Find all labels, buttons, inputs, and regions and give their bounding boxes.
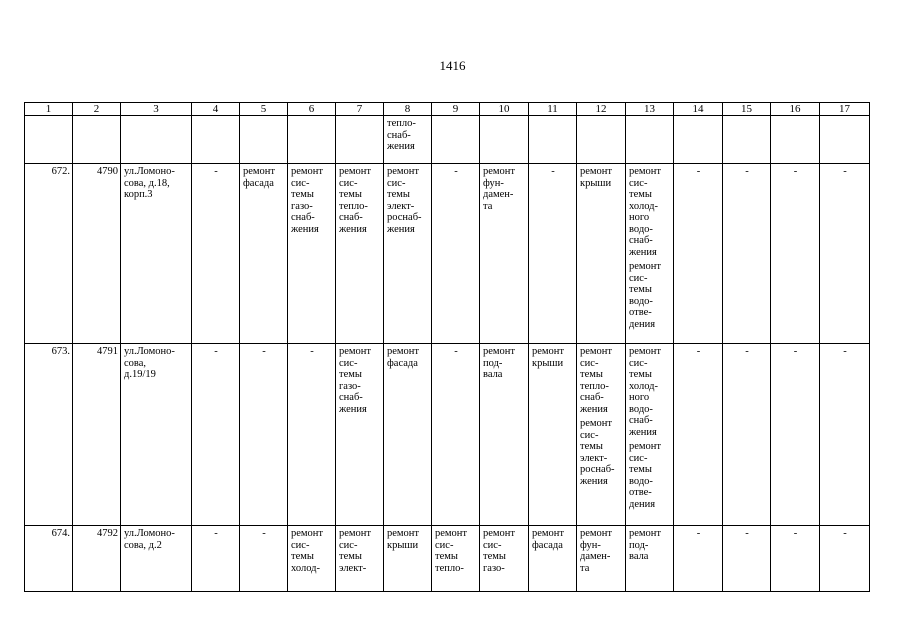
table-cell — [480, 344, 529, 526]
table-cell — [674, 526, 723, 592]
cell-text: ремонт сис- темы элект- — [339, 528, 372, 574]
cell-text: - — [262, 346, 266, 357]
column-header: 14 — [674, 103, 723, 116]
cell-text: ремонт сис- темы тепло- снаб- жения — [339, 166, 372, 235]
table-cell — [577, 344, 626, 526]
table-cell — [288, 164, 336, 344]
cell-text: ремонт фасада — [243, 166, 276, 189]
cell-text: 4791 — [97, 346, 118, 357]
table-cell — [771, 164, 820, 344]
column-header: 7 — [336, 103, 384, 116]
table-cell — [577, 526, 626, 592]
table-cell — [73, 344, 121, 526]
cell-text: 4792 — [97, 528, 118, 539]
cell-text: - — [696, 528, 701, 539]
table-cell — [25, 164, 73, 344]
cell-text: ремонт крыши — [387, 528, 420, 551]
cell-text: ремонт крыши — [580, 166, 613, 189]
table-cell — [626, 526, 674, 592]
table-cell — [529, 344, 577, 526]
column-header: 2 — [73, 103, 121, 116]
cell-text: ремонт сис- темы холод- ного водо- снаб- жения — [629, 346, 662, 438]
table-cell — [626, 344, 674, 526]
table-cell — [432, 526, 480, 592]
cell-text: - — [745, 346, 749, 357]
table-cell — [432, 344, 480, 526]
table-cell — [820, 116, 870, 164]
table-cell — [577, 164, 626, 344]
cell-text: ремонт сис- темы водо- отве- дения — [629, 441, 662, 510]
table-cell — [240, 164, 288, 344]
table-cell — [288, 116, 336, 164]
table-cell — [336, 526, 384, 592]
table-row — [25, 526, 870, 592]
column-header-row — [25, 103, 870, 116]
column-header: 3 — [121, 103, 192, 116]
cell-text: 4790 — [97, 166, 118, 177]
table-cell — [240, 526, 288, 592]
cell-text: - — [454, 346, 458, 357]
table-cell — [771, 344, 820, 526]
table-cell — [723, 116, 771, 164]
table-cell — [336, 344, 384, 526]
table-cell — [723, 344, 771, 526]
cell-text: - — [214, 346, 218, 357]
table-cell — [192, 164, 240, 344]
cell-text: - — [745, 528, 749, 539]
cell-text: 674. — [51, 528, 70, 539]
table-cell — [820, 164, 870, 344]
cell-text: ремонт сис- темы газо- снаб- жения — [339, 346, 372, 415]
column-header: 11 — [529, 103, 577, 116]
table-cell — [529, 116, 577, 164]
column-header: 9 — [432, 103, 480, 116]
table-cell — [480, 116, 529, 164]
table-cell — [480, 164, 529, 344]
column-header: 12 — [577, 103, 626, 116]
table-cell — [25, 344, 73, 526]
table-cell — [820, 526, 870, 592]
cell-text: ул.Ломоно- сова, д.18, корп.3 — [124, 166, 175, 200]
table-cell — [480, 526, 529, 592]
table-cell — [73, 116, 121, 164]
table-cell — [121, 164, 192, 344]
cell-text: ремонт сис- темы водо- отве- дения — [629, 261, 662, 330]
cell-text: 673. — [51, 346, 70, 357]
table-cell — [25, 526, 73, 592]
table-cell — [73, 164, 121, 344]
table-cell — [336, 116, 384, 164]
table-cell — [192, 116, 240, 164]
cell-text: - — [843, 166, 847, 177]
cell-text: - — [843, 346, 847, 357]
cell-text: ремонт под- вала — [629, 528, 662, 562]
table-cell — [121, 344, 192, 526]
table-cell — [240, 116, 288, 164]
cell-text: - — [310, 346, 314, 357]
table-cell — [384, 164, 432, 344]
column-header: 8 — [384, 103, 432, 116]
cell-text: - — [843, 528, 847, 539]
table-cell — [674, 344, 723, 526]
table-cell — [771, 526, 820, 592]
table-cell — [192, 344, 240, 526]
cell-text: - — [214, 528, 218, 539]
table-row — [25, 116, 870, 164]
table-cell — [820, 344, 870, 526]
cell-text: ремонт крыши — [532, 346, 565, 369]
cell-text: ремонт сис- темы холод- ного водо- снаб- жения — [629, 166, 662, 258]
table-cell — [674, 164, 723, 344]
cell-text: ремонт сис- темы газо- снаб- жения — [291, 166, 324, 235]
table-cell — [723, 164, 771, 344]
table-cell — [336, 164, 384, 344]
cell-text: ремонт фун- дамен- та — [483, 166, 516, 212]
cell-text: ремонт фасада — [387, 346, 420, 369]
table-cell — [626, 164, 674, 344]
table-cell — [529, 164, 577, 344]
cell-text: - — [454, 166, 458, 177]
table-cell — [384, 344, 432, 526]
cell-text: ремонт сис- темы холод- — [291, 528, 324, 574]
table-cell — [240, 344, 288, 526]
cell-text: 672. — [51, 166, 70, 177]
table-cell — [121, 116, 192, 164]
cell-text: - — [793, 346, 798, 357]
cell-text: ремонт сис- темы тепло- снаб- жения — [580, 346, 613, 415]
column-header: 6 — [288, 103, 336, 116]
table-cell — [288, 526, 336, 592]
column-header: 10 — [480, 103, 529, 116]
cell-text: ул.Ломоно- сова, д.2 — [124, 528, 175, 551]
cell-text: ремонт фун- дамен- та — [580, 528, 613, 574]
column-header: 4 — [192, 103, 240, 116]
cell-text: ремонт сис- темы элект- роснаб- жения — [580, 418, 615, 487]
cell-text: - — [214, 166, 218, 177]
cell-text: ремонт сис- темы элект- роснаб- жения — [387, 166, 422, 235]
table-cell — [121, 526, 192, 592]
column-header: 13 — [626, 103, 674, 116]
column-header: 16 — [771, 103, 820, 116]
cell-text: - — [262, 528, 266, 539]
cell-text: ремонт фасада — [532, 528, 565, 551]
cell-text: - — [696, 166, 701, 177]
table-cell — [73, 526, 121, 592]
cell-text: ремонт сис- темы газо- — [483, 528, 516, 574]
table-cell — [771, 116, 820, 164]
table-row — [25, 344, 870, 526]
cell-text: ул.Ломоно- сова, д.19/19 — [124, 346, 175, 380]
table-row — [25, 164, 870, 344]
table-cell — [384, 116, 432, 164]
table-cell — [288, 344, 336, 526]
column-header: 15 — [723, 103, 771, 116]
table-cell — [384, 526, 432, 592]
table-cell — [529, 526, 577, 592]
cell-text: ремонт сис- темы тепло- — [435, 528, 468, 574]
page-number: 1416 — [439, 58, 466, 73]
column-header: 1 — [25, 103, 73, 116]
table-cell — [432, 164, 480, 344]
repair-schedule-table — [24, 102, 870, 592]
cell-text: - — [793, 528, 798, 539]
table-cell — [674, 116, 723, 164]
table-cell — [577, 116, 626, 164]
cell-text: ремонт под- вала — [483, 346, 516, 380]
table-cell — [432, 116, 480, 164]
column-header: 5 — [240, 103, 288, 116]
table-cell — [723, 526, 771, 592]
cell-text: тепло- снаб- жения — [387, 118, 416, 152]
table-cell — [626, 116, 674, 164]
cell-text: - — [793, 166, 798, 177]
column-header: 17 — [820, 103, 870, 116]
table-cell — [192, 526, 240, 592]
cell-text: - — [696, 346, 701, 357]
cell-text: - — [551, 166, 555, 177]
cell-text: - — [745, 166, 749, 177]
table-cell — [25, 116, 73, 164]
